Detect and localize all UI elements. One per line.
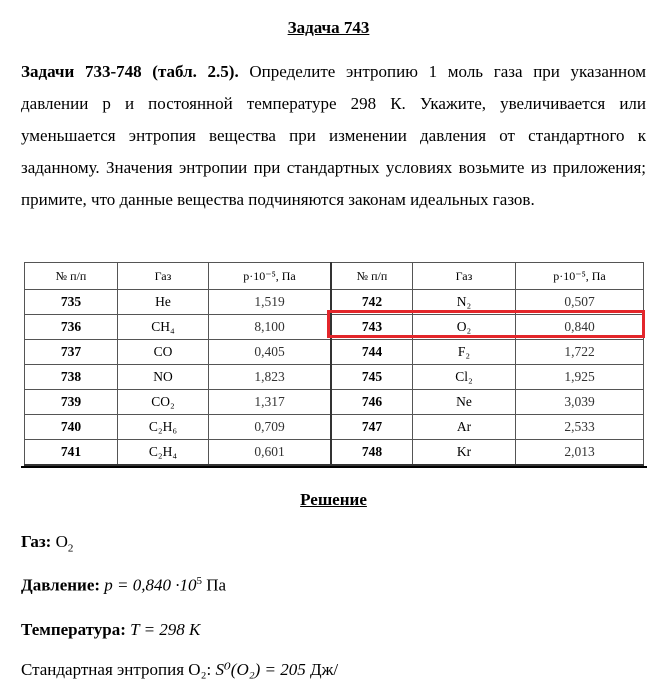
cell: 746 — [331, 390, 413, 415]
row-highlight-743 — [327, 310, 645, 338]
entropy-line — [21, 660, 338, 680]
cell: 747 — [331, 415, 413, 440]
cell: N₂ — [413, 290, 516, 315]
cell: 1,925 — [516, 365, 644, 390]
cell: 736 — [25, 315, 118, 340]
pressure-unit: Па — [206, 575, 227, 595]
temperature-label: Температура: — [21, 620, 126, 639]
cell: 744 — [331, 340, 413, 365]
cell: 2,013 — [516, 440, 644, 466]
cell: CO — [118, 340, 209, 365]
col-header: № п/п — [331, 263, 413, 290]
cell: Kr — [413, 440, 516, 466]
problem-text: Определите энтропию 1 моль газа при указанном давлении p и постоянной температуре 298 К. Укажите, увеличивается или уменьшается энтропия вещества при изменении давления от стандартного к заданному. Значения энтропии при стандартных условиях возьмите из приложения; примите, что данные вещества подчиняются законам идеальных газов. — [21, 62, 646, 209]
cell: O₂ — [413, 315, 516, 340]
gas-label: Газ: — [21, 532, 52, 551]
gas-value: O — [55, 532, 68, 551]
cell: 0,601 — [209, 440, 332, 466]
cell: CO₂ — [118, 390, 209, 415]
col-header: Газ — [413, 263, 516, 290]
entropy-formula: S⁰(O₂) = 205 — [215, 660, 306, 679]
divider-line — [21, 466, 647, 468]
cell: 8,100 — [209, 315, 332, 340]
cell: Ne — [413, 390, 516, 415]
cell: 0,507 — [516, 290, 644, 315]
temperature-line — [21, 620, 200, 640]
page-title: Задача 743 — [287, 18, 370, 37]
cell: 745 — [331, 365, 413, 390]
col-header: p·10⁻⁵, Па — [516, 263, 644, 290]
pressure-exponent: 5 — [196, 575, 203, 587]
gas-subscript: 2 — [67, 542, 74, 555]
table-row — [25, 415, 644, 440]
col-header: № п/п — [25, 263, 118, 290]
cell: 739 — [25, 390, 118, 415]
cell: 2,533 — [516, 415, 644, 440]
temperature-value: T = 298 К — [130, 620, 201, 639]
entropy-unit: Дж/ — [310, 660, 339, 679]
solution-heading: Решение — [300, 490, 367, 509]
table-header-row — [25, 263, 644, 290]
problem-statement — [21, 56, 646, 216]
col-header: Газ — [118, 263, 209, 290]
cell: 737 — [25, 340, 118, 365]
cell: C₂H₆ — [118, 415, 209, 440]
entropy-text: Стандартная энтропия O₂: — [21, 660, 212, 679]
cell: Cl₂ — [413, 365, 516, 390]
gas-line — [21, 532, 73, 554]
cell: 3,039 — [516, 390, 644, 415]
cell: 735 — [25, 290, 118, 315]
cell: 743 — [331, 315, 413, 340]
cell: 1,823 — [209, 365, 332, 390]
pressure-value: p = 0,840 ·10 — [104, 575, 197, 595]
cell: 1,519 — [209, 290, 332, 315]
cell: F₂ — [413, 340, 516, 365]
col-header: p·10⁻⁵, Па — [209, 263, 332, 290]
cell: 740 — [25, 415, 118, 440]
cell: He — [118, 290, 209, 315]
cell: 0,709 — [209, 415, 332, 440]
cell: CH₄ — [118, 315, 209, 340]
cell: 0,840 — [516, 315, 644, 340]
cell: 738 — [25, 365, 118, 390]
pressure-label: Давление: — [21, 575, 101, 595]
table-row — [25, 365, 644, 390]
gas-table — [24, 262, 644, 466]
cell: 748 — [331, 440, 413, 466]
cell: 1,722 — [516, 340, 644, 365]
cell: NO — [118, 365, 209, 390]
cell: 1,317 — [209, 390, 332, 415]
table-row — [25, 440, 644, 466]
table-row — [25, 340, 644, 365]
cell: Ar — [413, 415, 516, 440]
cell: 742 — [331, 290, 413, 315]
cell: C₂H₄ — [118, 440, 209, 466]
cell: 0,405 — [209, 340, 332, 365]
cell: 741 — [25, 440, 118, 466]
problem-ref: Задачи 733-748 (табл. 2.5). — [21, 62, 239, 81]
pressure-line — [21, 575, 226, 596]
table-row — [25, 390, 644, 415]
